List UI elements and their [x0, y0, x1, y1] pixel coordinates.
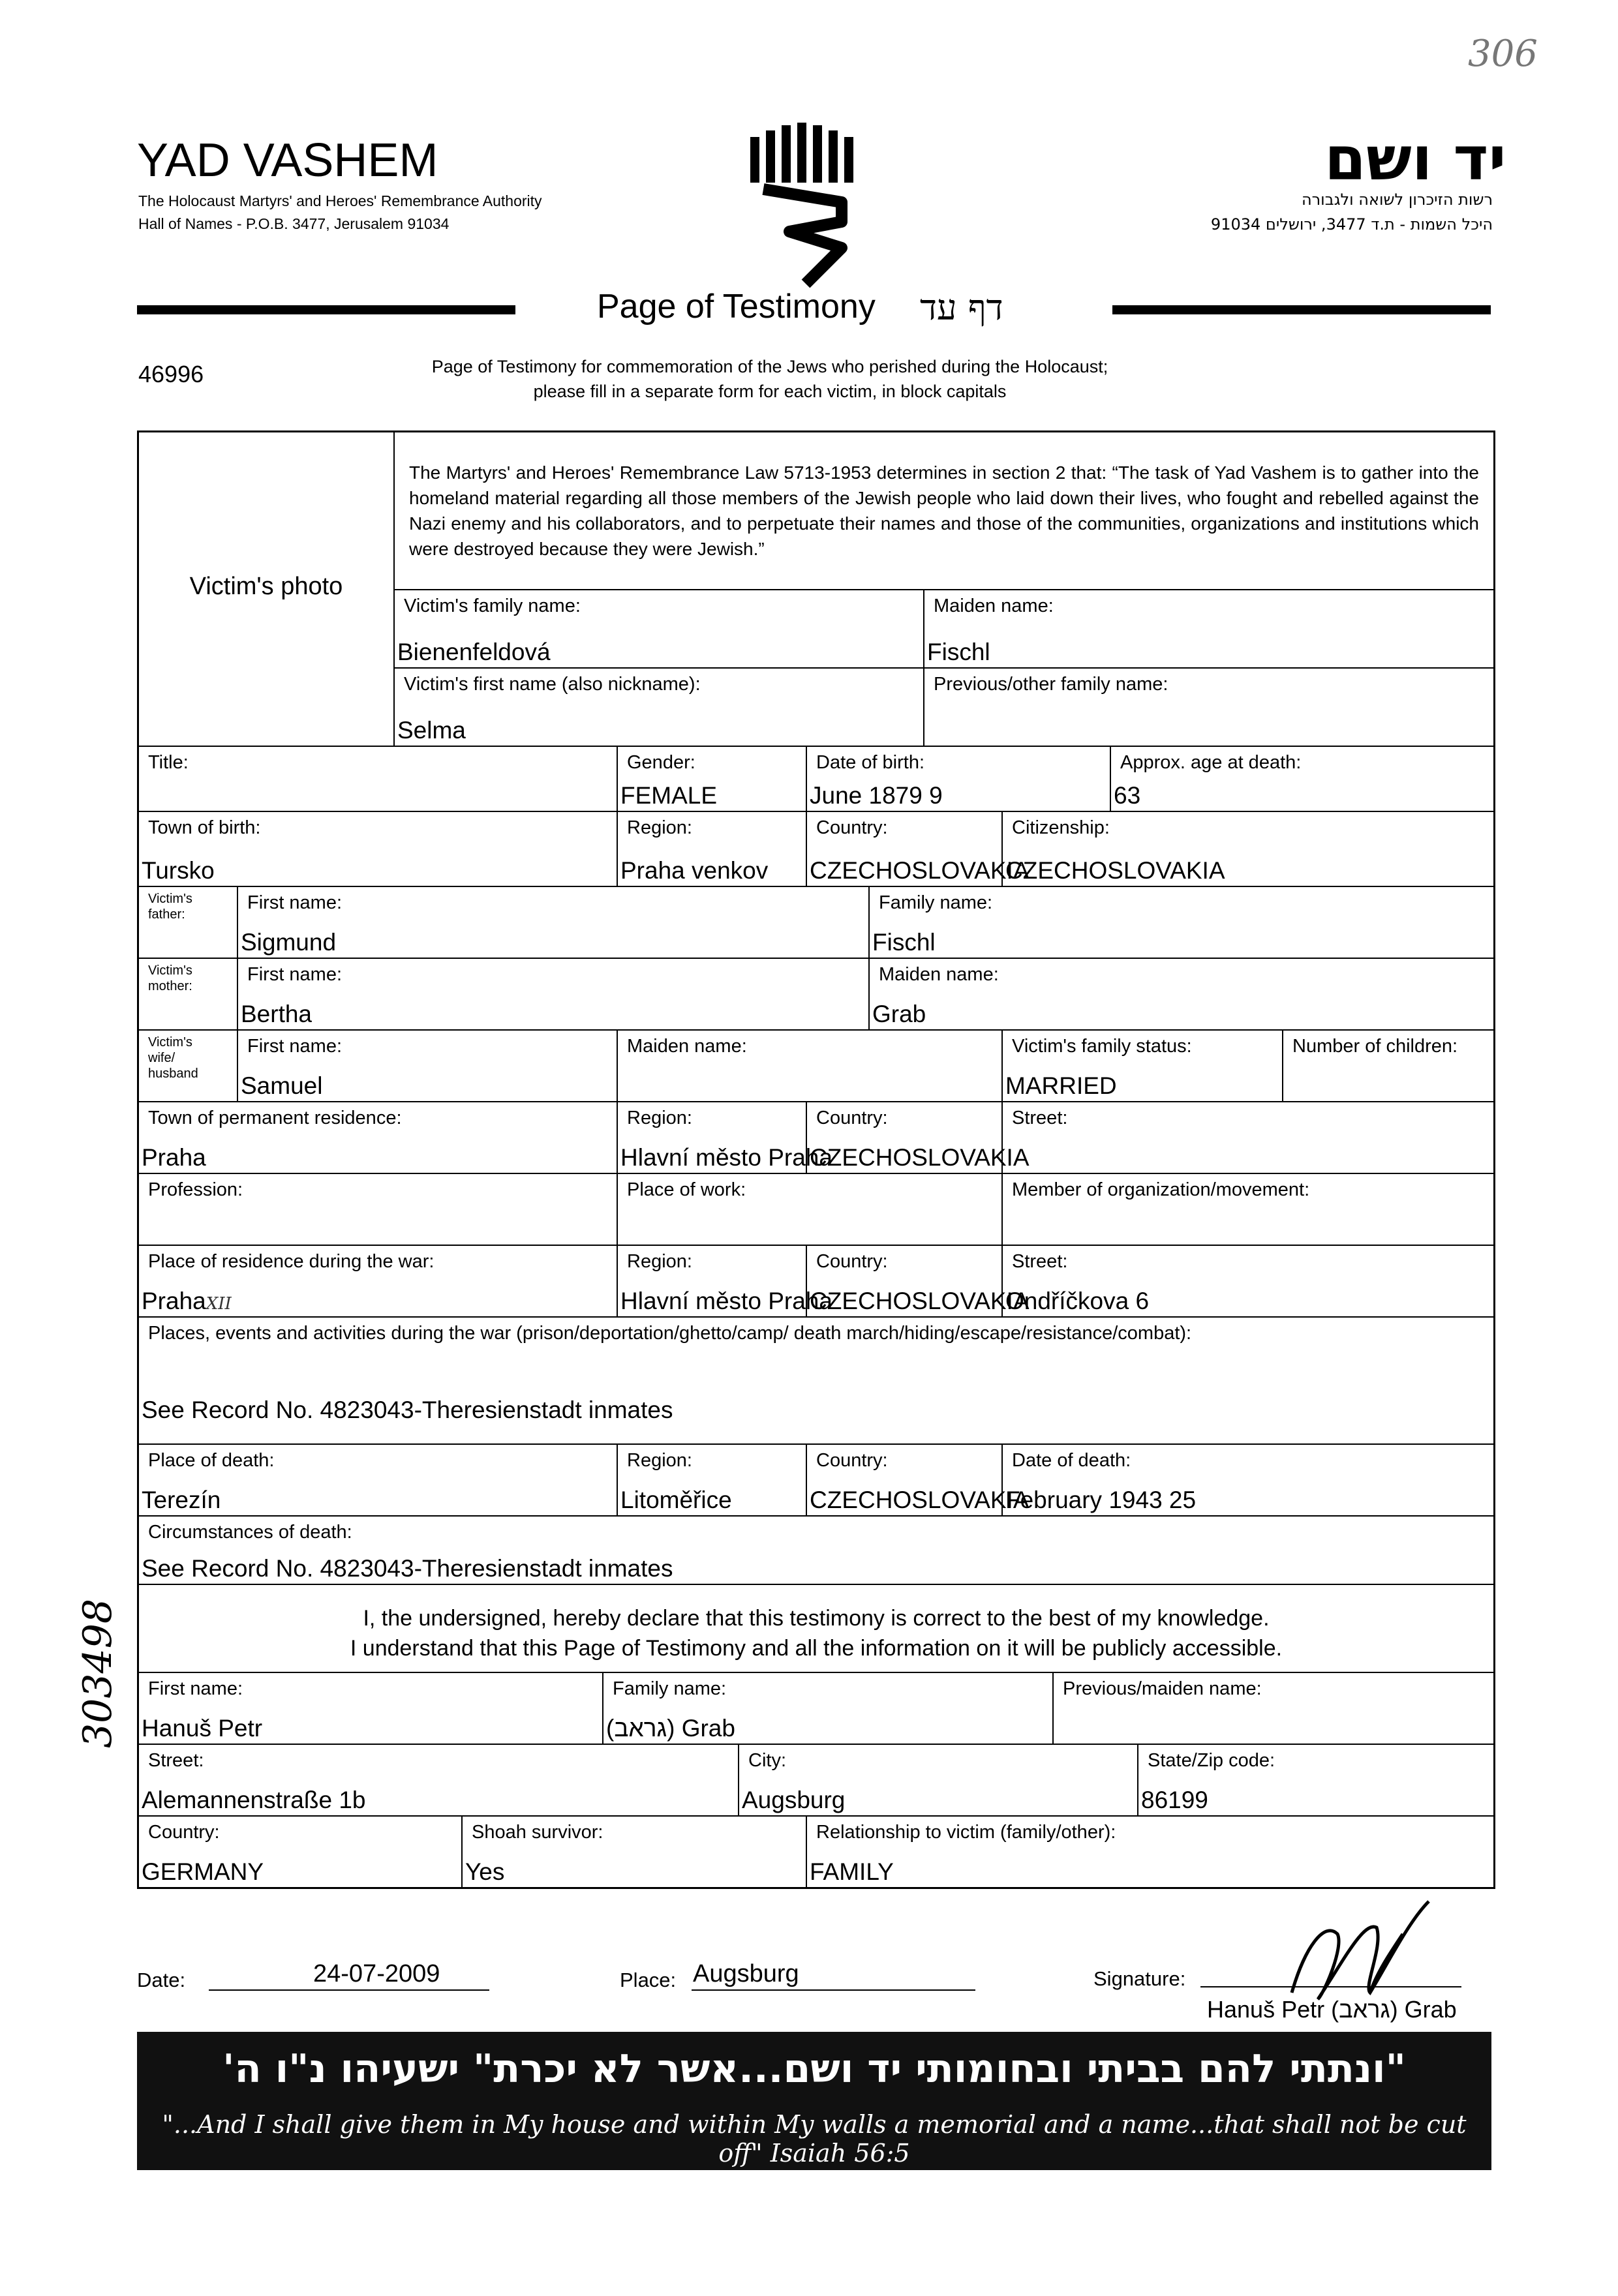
organization-field[interactable]: [1001, 1173, 1493, 1245]
relationship-value: FAMILY: [810, 1858, 894, 1885]
circumstances-field[interactable]: [139, 1515, 1493, 1584]
war-events-value: See Record No. 4823043-Theresienstadt inmates: [142, 1397, 673, 1423]
family-status-value: MARRIED: [1005, 1072, 1117, 1099]
mother-first-name-label: First name:: [247, 964, 343, 985]
date-of-death-field[interactable]: [1001, 1443, 1493, 1515]
spouse-first-name-value: Samuel: [241, 1072, 323, 1099]
first-name-label: Victim's first name (also nickname):: [404, 674, 701, 695]
previous-family-name-field[interactable]: [923, 667, 1493, 746]
mother-first-name-field[interactable]: [237, 958, 868, 1029]
page-title-hebrew: דף עד: [920, 287, 1003, 328]
hebrew-title: יד ושם: [1324, 124, 1506, 194]
signer-name: Hanuš Petr (גראב) Grab: [1207, 1996, 1457, 2023]
intro-line-2: please fill in a separate form for each victim, in block capitals: [533, 382, 1007, 401]
submitter-previous-name-label: Previous/maiden name:: [1063, 1678, 1262, 1699]
place-of-death-label: Place of death:: [148, 1450, 275, 1471]
date-of-death-label: Date of death:: [1012, 1450, 1131, 1471]
submitter-street-value: Alemannenstraße 1b: [142, 1787, 366, 1813]
submitter-family-name-label: Family name:: [613, 1678, 727, 1699]
permanent-residence-field[interactable]: [139, 1101, 617, 1173]
quote-banner: [137, 2032, 1491, 2170]
submitter-country-field[interactable]: [139, 1815, 461, 1887]
submitter-country-label: Country:: [148, 1822, 220, 1843]
permanent-residence-value: Praha: [142, 1144, 206, 1171]
yad-vashem-logo-icon: [744, 117, 874, 287]
war-residence-handwritten: XII: [206, 1294, 232, 1314]
mother-maiden-name-field[interactable]: [868, 958, 1493, 1029]
mother-first-name-value: Bertha: [241, 1001, 313, 1027]
father-first-name-label: First name:: [247, 892, 343, 913]
shoah-survivor-label: Shoah survivor:: [472, 1822, 603, 1843]
birth-region-field[interactable]: [617, 811, 806, 886]
submitter-zip-value: 86199: [1141, 1787, 1208, 1813]
war-residence-value: [142, 1288, 615, 1315]
father-label: Victim's father:: [148, 892, 192, 922]
war-street-field[interactable]: [1001, 1245, 1493, 1316]
hebrew-address: היכל השמות - ת.ד 3477, ירושלים 91034: [1210, 215, 1493, 234]
war-country-field[interactable]: [806, 1245, 1030, 1316]
declaration-text: [139, 1603, 1493, 1663]
death-region-field[interactable]: [617, 1443, 806, 1515]
page-title: Page of Testimony: [597, 288, 876, 325]
submitter-city-label: City:: [748, 1750, 786, 1771]
family-status-field[interactable]: [1001, 1029, 1282, 1101]
testimony-form: [137, 430, 1495, 1889]
submitter-zip-label: State/Zip code:: [1148, 1750, 1275, 1771]
intro-line-1: Page of Testimony for commemoration of the Jews who perished during the Holocaust;: [431, 357, 1108, 376]
death-country-label: Country:: [816, 1450, 888, 1471]
spouse-maiden-name-label: Maiden name:: [627, 1036, 747, 1057]
place-of-death-value: Terezín: [142, 1487, 221, 1513]
town-of-birth-field[interactable]: [139, 811, 617, 886]
mother-maiden-name-label: Maiden name:: [879, 964, 999, 985]
war-region-label: Region:: [627, 1251, 692, 1272]
org-title: YAD VASHEM: [137, 134, 438, 187]
relationship-field[interactable]: [806, 1815, 1493, 1887]
war-country-value: CZECHOSLOVAKIA: [810, 1288, 1030, 1314]
law-text: The Martyrs' and Heroes' Remembrance Law 5713-1953 determines in section 2 that: “The task of Yad Vashem is to gather into the homeland material regarding all those members of the Jewish people who laid down their lives, who fought and rebelled against the Nazi enemy and his collaborators, and to perpetuate their names and those of the communities, organizations and institutions which were destroyed because they were Jewish.”: [409, 462, 1479, 559]
document-number: 46996: [138, 361, 204, 387]
permanent-street-label: Street:: [1012, 1108, 1068, 1128]
title-rule-right: [1112, 305, 1491, 314]
handwritten-page-number: 306: [1468, 33, 1538, 75]
family-name-label: Victim's family name:: [404, 596, 581, 616]
submitter-family-name-value: (גראב) Grab: [606, 1715, 735, 1742]
town-of-birth-value: Tursko: [142, 857, 215, 884]
death-region-label: Region:: [627, 1450, 692, 1471]
org-subtitle: The Holocaust Martyrs' and Heroes' Remembrance Authority: [138, 192, 542, 209]
circumstances-value: See Record No. 4823043-Theresienstadt inmates: [142, 1555, 673, 1582]
birth-country-label: Country:: [816, 817, 888, 838]
date-of-birth-label: Date of birth:: [816, 752, 925, 773]
birth-country-value: CZECHOSLOVAKIA: [810, 857, 1030, 884]
number-of-children-field[interactable]: [1282, 1029, 1493, 1101]
maiden-name-field[interactable]: [923, 589, 1493, 667]
gender-value: FEMALE: [620, 782, 718, 809]
permanent-country-field[interactable]: [806, 1101, 1030, 1173]
shoah-survivor-field[interactable]: [461, 1815, 806, 1887]
father-family-name-value: Fischl: [872, 929, 936, 956]
shoah-survivor-value: Yes: [465, 1858, 505, 1885]
title-label: Title:: [148, 752, 189, 773]
war-street-label: Street:: [1012, 1251, 1068, 1272]
declaration-line-1: I, the undersigned, hereby declare that this testimony is correct to the best of my knowledge.: [363, 1606, 1270, 1631]
permanent-region-label: Region:: [627, 1108, 692, 1128]
place-value[interactable]: Augsburg: [693, 1960, 799, 1987]
title-rule-left: [137, 305, 515, 314]
citizenship-label: Citizenship:: [1012, 817, 1110, 838]
banner-hebrew-quote: "ונתתי להם בביתי ובחומותי יד ושם...אשר לא יכרת" ישעיהו נ"ו ה': [222, 2046, 1406, 2092]
title-field[interactable]: [139, 746, 617, 811]
place-line: [692, 1989, 975, 1991]
place-label: Place:: [620, 1969, 677, 1991]
first-name-field[interactable]: [393, 667, 923, 746]
maiden-name-label: Maiden name:: [934, 596, 1054, 616]
gender-field[interactable]: [617, 746, 806, 811]
family-status-label: Victim's family status:: [1012, 1036, 1192, 1057]
family-name-field[interactable]: [393, 589, 923, 667]
permanent-country-value: CZECHOSLOVAKIA: [810, 1144, 1030, 1171]
permanent-residence-label: Town of permanent residence:: [148, 1108, 402, 1128]
death-country-value: CZECHOSLOVAKIA: [810, 1487, 1030, 1513]
permanent-country-label: Country:: [816, 1108, 888, 1128]
mother-label: Victim's mother:: [148, 963, 192, 993]
submitter-previous-name-field[interactable]: [1052, 1672, 1493, 1744]
war-residence-label: Place of residence during the war:: [148, 1251, 435, 1272]
date-value[interactable]: 24-07-2009: [313, 1960, 440, 1987]
place-of-work-field[interactable]: [617, 1173, 1001, 1245]
submitter-street-label: Street:: [148, 1750, 204, 1771]
number-of-children-label: Number of children:: [1292, 1036, 1458, 1057]
war-events-label: Places, events and activities during the war (prison/deportation/ghetto/camp/ death march/hiding/escape/resistance/combat):: [148, 1323, 1192, 1344]
submitter-country-value: GERMANY: [142, 1858, 264, 1885]
war-region-field[interactable]: [617, 1245, 832, 1316]
citizenship-value: CZECHOSLOVAKIA: [1005, 857, 1225, 884]
submitter-city-value: Augsburg: [742, 1787, 846, 1813]
family-name-value: Bienenfeldová: [397, 639, 551, 665]
submitter-city-field[interactable]: [738, 1744, 1137, 1815]
father-row-label: [139, 886, 237, 958]
war-region-value: Hlavní město Praha: [620, 1288, 832, 1314]
date-of-birth-value: June 1879 9: [810, 782, 943, 809]
spouse-first-name-field[interactable]: [237, 1029, 617, 1101]
banner-english-quote: "...And I shall give them in My house and within My walls a memorial and a name...that shall not be cut off" Isaiah 56:5: [162, 2110, 1467, 2168]
death-region-value: Litoměřice: [620, 1487, 732, 1513]
war-residence-field[interactable]: [139, 1245, 617, 1316]
submitter-zip-field[interactable]: [1137, 1744, 1493, 1815]
declaration-box: [139, 1584, 1493, 1672]
profession-field[interactable]: [139, 1173, 617, 1245]
age-at-death-value: 63: [1114, 782, 1141, 809]
birth-region-label: Region:: [627, 817, 692, 838]
intro-text: [365, 354, 1174, 404]
war-country-label: Country:: [816, 1251, 888, 1272]
age-at-death-label: Approx. age at death:: [1120, 752, 1302, 773]
age-at-death-field[interactable]: [1110, 746, 1493, 811]
place-of-death-field[interactable]: [139, 1443, 617, 1515]
submitter-first-name-field[interactable]: [139, 1672, 602, 1744]
birth-country-field[interactable]: [806, 811, 1030, 886]
father-first-name-field[interactable]: [237, 886, 868, 958]
birth-region-value: Praha venkov: [620, 857, 769, 884]
law-box: [393, 432, 1493, 589]
submitter-first-name-label: First name:: [148, 1678, 243, 1699]
organization-label: Member of organization/movement:: [1012, 1179, 1310, 1200]
maiden-name-value: Fischl: [927, 639, 990, 665]
father-family-name-field[interactable]: [868, 886, 1493, 958]
first-name-value: Selma: [397, 717, 466, 744]
war-residence-town: Praha: [142, 1288, 206, 1314]
father-family-name-label: Family name:: [879, 892, 993, 913]
date-line: [209, 1989, 489, 1991]
signature-label: Signature:: [1093, 1967, 1186, 1990]
permanent-region-field[interactable]: [617, 1101, 832, 1173]
victim-photo-box: [139, 432, 393, 746]
hebrew-subtitle: רשות הזיכרון לשואה ולגבורה: [1301, 190, 1493, 209]
profession-label: Profession:: [148, 1179, 243, 1200]
org-address: Hall of Names - P.O.B. 3477, Jerusalem 91034: [138, 215, 450, 232]
submitter-family-name-field[interactable]: [602, 1672, 1052, 1744]
circumstances-label: Circumstances of death:: [148, 1522, 352, 1543]
war-events-field[interactable]: [139, 1316, 1493, 1443]
spouse-row-label: [139, 1029, 237, 1101]
side-handwritten-number: 303498: [75, 1598, 121, 1748]
declaration-line-2: I understand that this Page of Testimony and all the information on it will be publicly accessible.: [350, 1636, 1283, 1661]
previous-family-name-label: Previous/other family name:: [934, 674, 1168, 695]
permanent-region-value: Hlavní město Praha: [620, 1144, 832, 1171]
place-of-work-label: Place of work:: [627, 1179, 746, 1200]
permanent-street-field[interactable]: [1001, 1101, 1493, 1173]
spouse-maiden-name-field[interactable]: [617, 1029, 1001, 1101]
war-street-value: Ondříčkova 6: [1005, 1288, 1150, 1314]
citizenship-field[interactable]: [1001, 811, 1493, 886]
spouse-label: Victim's wife/ husband: [148, 1035, 198, 1081]
date-of-birth-field[interactable]: [806, 746, 1110, 811]
submitter-first-name-value: Hanuš Petr: [142, 1715, 263, 1742]
spouse-first-name-label: First name:: [247, 1036, 343, 1057]
town-of-birth-label: Town of birth:: [148, 817, 261, 838]
death-country-field[interactable]: [806, 1443, 1030, 1515]
father-first-name-value: Sigmund: [241, 929, 337, 956]
submitter-street-field[interactable]: [139, 1744, 738, 1815]
victim-photo-label: Victim's photo: [189, 573, 343, 600]
mother-row-label: [139, 958, 237, 1029]
date-of-death-value: February 1943 25: [1005, 1487, 1197, 1513]
mother-maiden-name-value: Grab: [872, 1001, 926, 1027]
relationship-label: Relationship to victim (family/other):: [816, 1822, 1116, 1843]
gender-label: Gender:: [627, 752, 695, 773]
date-label: Date:: [137, 1969, 186, 1991]
